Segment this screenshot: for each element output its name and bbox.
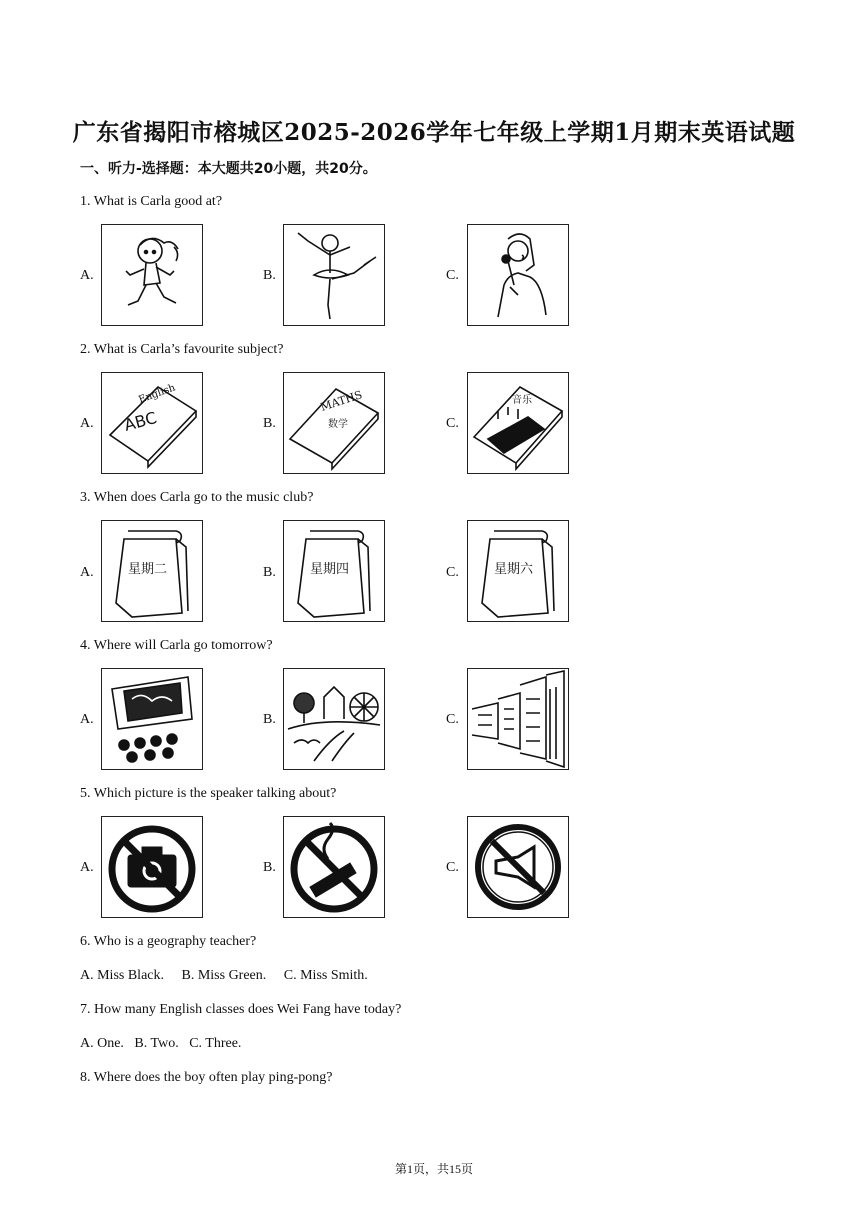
singing-girl-picture[interactable] (467, 224, 569, 326)
option-a-label: A. (80, 416, 94, 431)
calendar-label: 星期六 (494, 562, 534, 577)
calendar-label: 星期二 (128, 562, 168, 577)
question-6-choices: A. Miss Black. B. Miss Green. C. Miss Smith. (80, 968, 368, 983)
music-book-picture[interactable] (467, 372, 569, 474)
great-wall-picture[interactable] (467, 668, 569, 770)
option-c-label: C. (446, 565, 459, 580)
option-b-label: B. (263, 565, 276, 580)
option-a-label: A. (80, 860, 94, 875)
calendar-thursday-picture[interactable] (283, 520, 385, 622)
question-1: 1. What is Carla good at? (80, 194, 223, 209)
calendar-label: 星期四 (310, 562, 350, 577)
calendar-tuesday-picture[interactable] (101, 520, 203, 622)
page-title: 广东省揭阳市榕城区2025-2026学年七年级上学期1月期末英语试题 (72, 119, 796, 146)
book-label: ABC (122, 408, 159, 435)
section-heading: 一、听力-选择题：本大题共20小题，共20分。 (80, 161, 377, 177)
option-b-label: B. (263, 268, 276, 283)
option-b-label: B. (263, 860, 276, 875)
option-a-label: A. (80, 268, 94, 283)
park-picture[interactable] (283, 668, 385, 770)
question-6: 6. Who is a geography teacher? (80, 934, 257, 949)
question-7: 7. How many English classes does Wei Fang have today? (80, 1002, 402, 1017)
running-girl-picture[interactable] (101, 224, 203, 326)
option-b-label: B. (263, 416, 276, 431)
option-c-label: C. (446, 268, 459, 283)
maths-book-picture[interactable] (283, 372, 385, 474)
english-book-picture[interactable] (101, 372, 203, 474)
book-label: 数学 (328, 419, 348, 430)
no-smoking-sign[interactable] (283, 816, 385, 918)
option-c-label: C. (446, 860, 459, 875)
no-photos-sign[interactable] (101, 816, 203, 918)
option-c-label: C. (446, 416, 459, 431)
question-4: 4. Where will Carla go tomorrow? (80, 638, 273, 653)
question-3: 3. When does Carla go to the music club? (80, 490, 314, 505)
book-label: 音乐 (512, 395, 532, 406)
ballet-dancer-picture[interactable] (283, 224, 385, 326)
book-label: MATHS (318, 388, 364, 414)
page-footer: 第1页，共15页 (394, 1162, 473, 1176)
option-c-label: C. (446, 712, 459, 727)
question-2: 2. What is Carla’s favourite subject? (80, 342, 284, 357)
option-a-label: A. (80, 712, 94, 727)
question-7-choices: A. One. B. Two. C. Three. (80, 1036, 242, 1051)
option-b-label: B. (263, 712, 276, 727)
question-8: 8. Where does the boy often play ping-pong? (80, 1070, 333, 1085)
cinema-picture[interactable] (101, 668, 203, 770)
book-label: English (137, 382, 177, 406)
question-5: 5. Which picture is the speaker talking about? (80, 786, 337, 801)
no-honking-sign[interactable] (467, 816, 569, 918)
calendar-saturday-picture[interactable] (467, 520, 569, 622)
option-a-label: A. (80, 565, 94, 580)
